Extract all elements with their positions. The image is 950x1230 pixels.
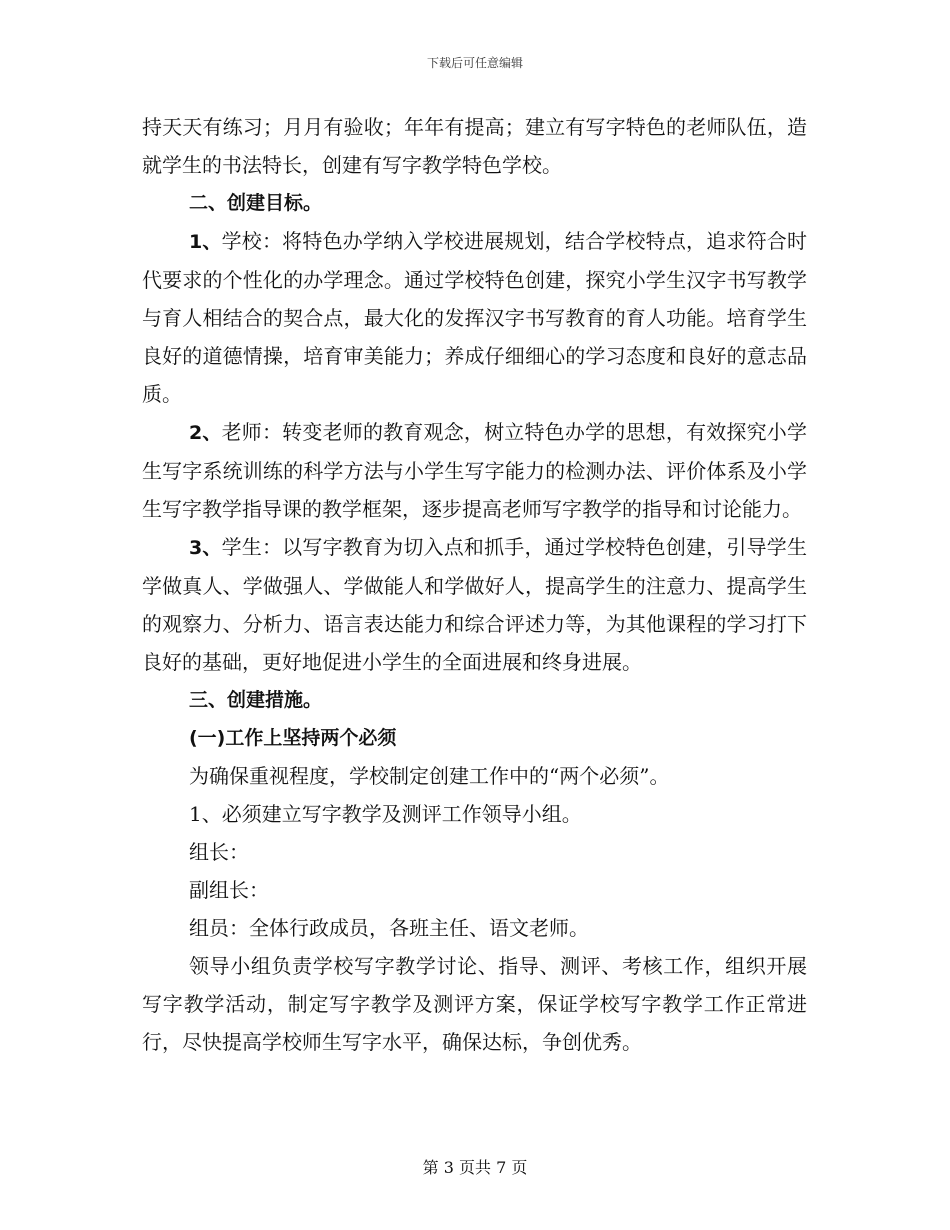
page-header-note: 下载后可任意编辑: [426, 56, 523, 70]
document-body: [142, 108, 807, 1061]
item-number: 1、: [189, 231, 222, 253]
page-number: 第 3 页共 7 页: [422, 1158, 528, 1177]
deputy-leader-line: 副组长：: [189, 878, 269, 902]
section-heading-measures: 三、创建措施。: [189, 689, 323, 711]
paragraph-two-musts: 为确保重视程度，学校制定创建工作中的“两个必须”。: [189, 764, 670, 788]
group-leader-line: 组长：: [189, 840, 249, 864]
group-members-line: 组员：全体行政成员，各班主任、语文老师。: [189, 916, 589, 940]
subsection-heading: (一)工作上坚持两个必须: [189, 727, 397, 749]
item-number: 3、: [189, 537, 222, 559]
paragraph-text: 老师：转变老师的教育观念，树立特色办学的思想，有效探究小学生写字系统训练的科学方法与小学生写字能力的检测办法、评价体系及小学生写字教学指导课的教学框架，逐步提高老师写字教学的指导和讨论能力。: [142, 420, 807, 521]
paragraph-text: 学校：将特色办学纳入学校进展规划，结合学校特点，追求符合时代要求的个性化的办学理念。通过学校特色创建，探究小学生汉字书写教学与育人相结合的契合点，最大化的发挥汉字书写教育的育人功能。培育学生良好的道德情操，培育审美能力；养成仔细细心的学习态度和良好的意志品质。: [142, 229, 807, 406]
paragraph-leadership-group: 1、必须建立写字教学及测评工作领导小组。: [189, 802, 582, 826]
paragraph-group-duties: 领导小组负责学校写字教学讨论、指导、测评、考核工作，组织开展写字教学活动，制定写字教学及测评方案，保证学校写字教学工作正常进行，尽快提高学校师生写字水平，确保达标，争创优秀。: [142, 954, 807, 1054]
section-heading-goals: 二、创建目标。: [189, 192, 323, 214]
paragraph-student-goal: [142, 528, 807, 681]
paragraph-text: 学生：以写字教育为切入点和抓手，通过学校特色创建，引导学生学做真人、学做强人、学做能人和学做好人，提高学生的注意力、提高学生的观察力、分析力、语言表达能力和综合评述力等，为其他课程的学习打下良好的基础，更好地促进小学生的全面进展和终身进展。: [142, 535, 807, 674]
paragraph-continuation: 持天天有练习；月月有验收；年年有提高；建立有写字特色的老师队伍，造就学生的书法特长，创建有写字教学特色学校。: [142, 115, 807, 177]
paragraph-school-goal: [142, 222, 807, 413]
paragraph-teacher-goal: [142, 413, 807, 528]
item-number: 2、: [189, 422, 222, 444]
